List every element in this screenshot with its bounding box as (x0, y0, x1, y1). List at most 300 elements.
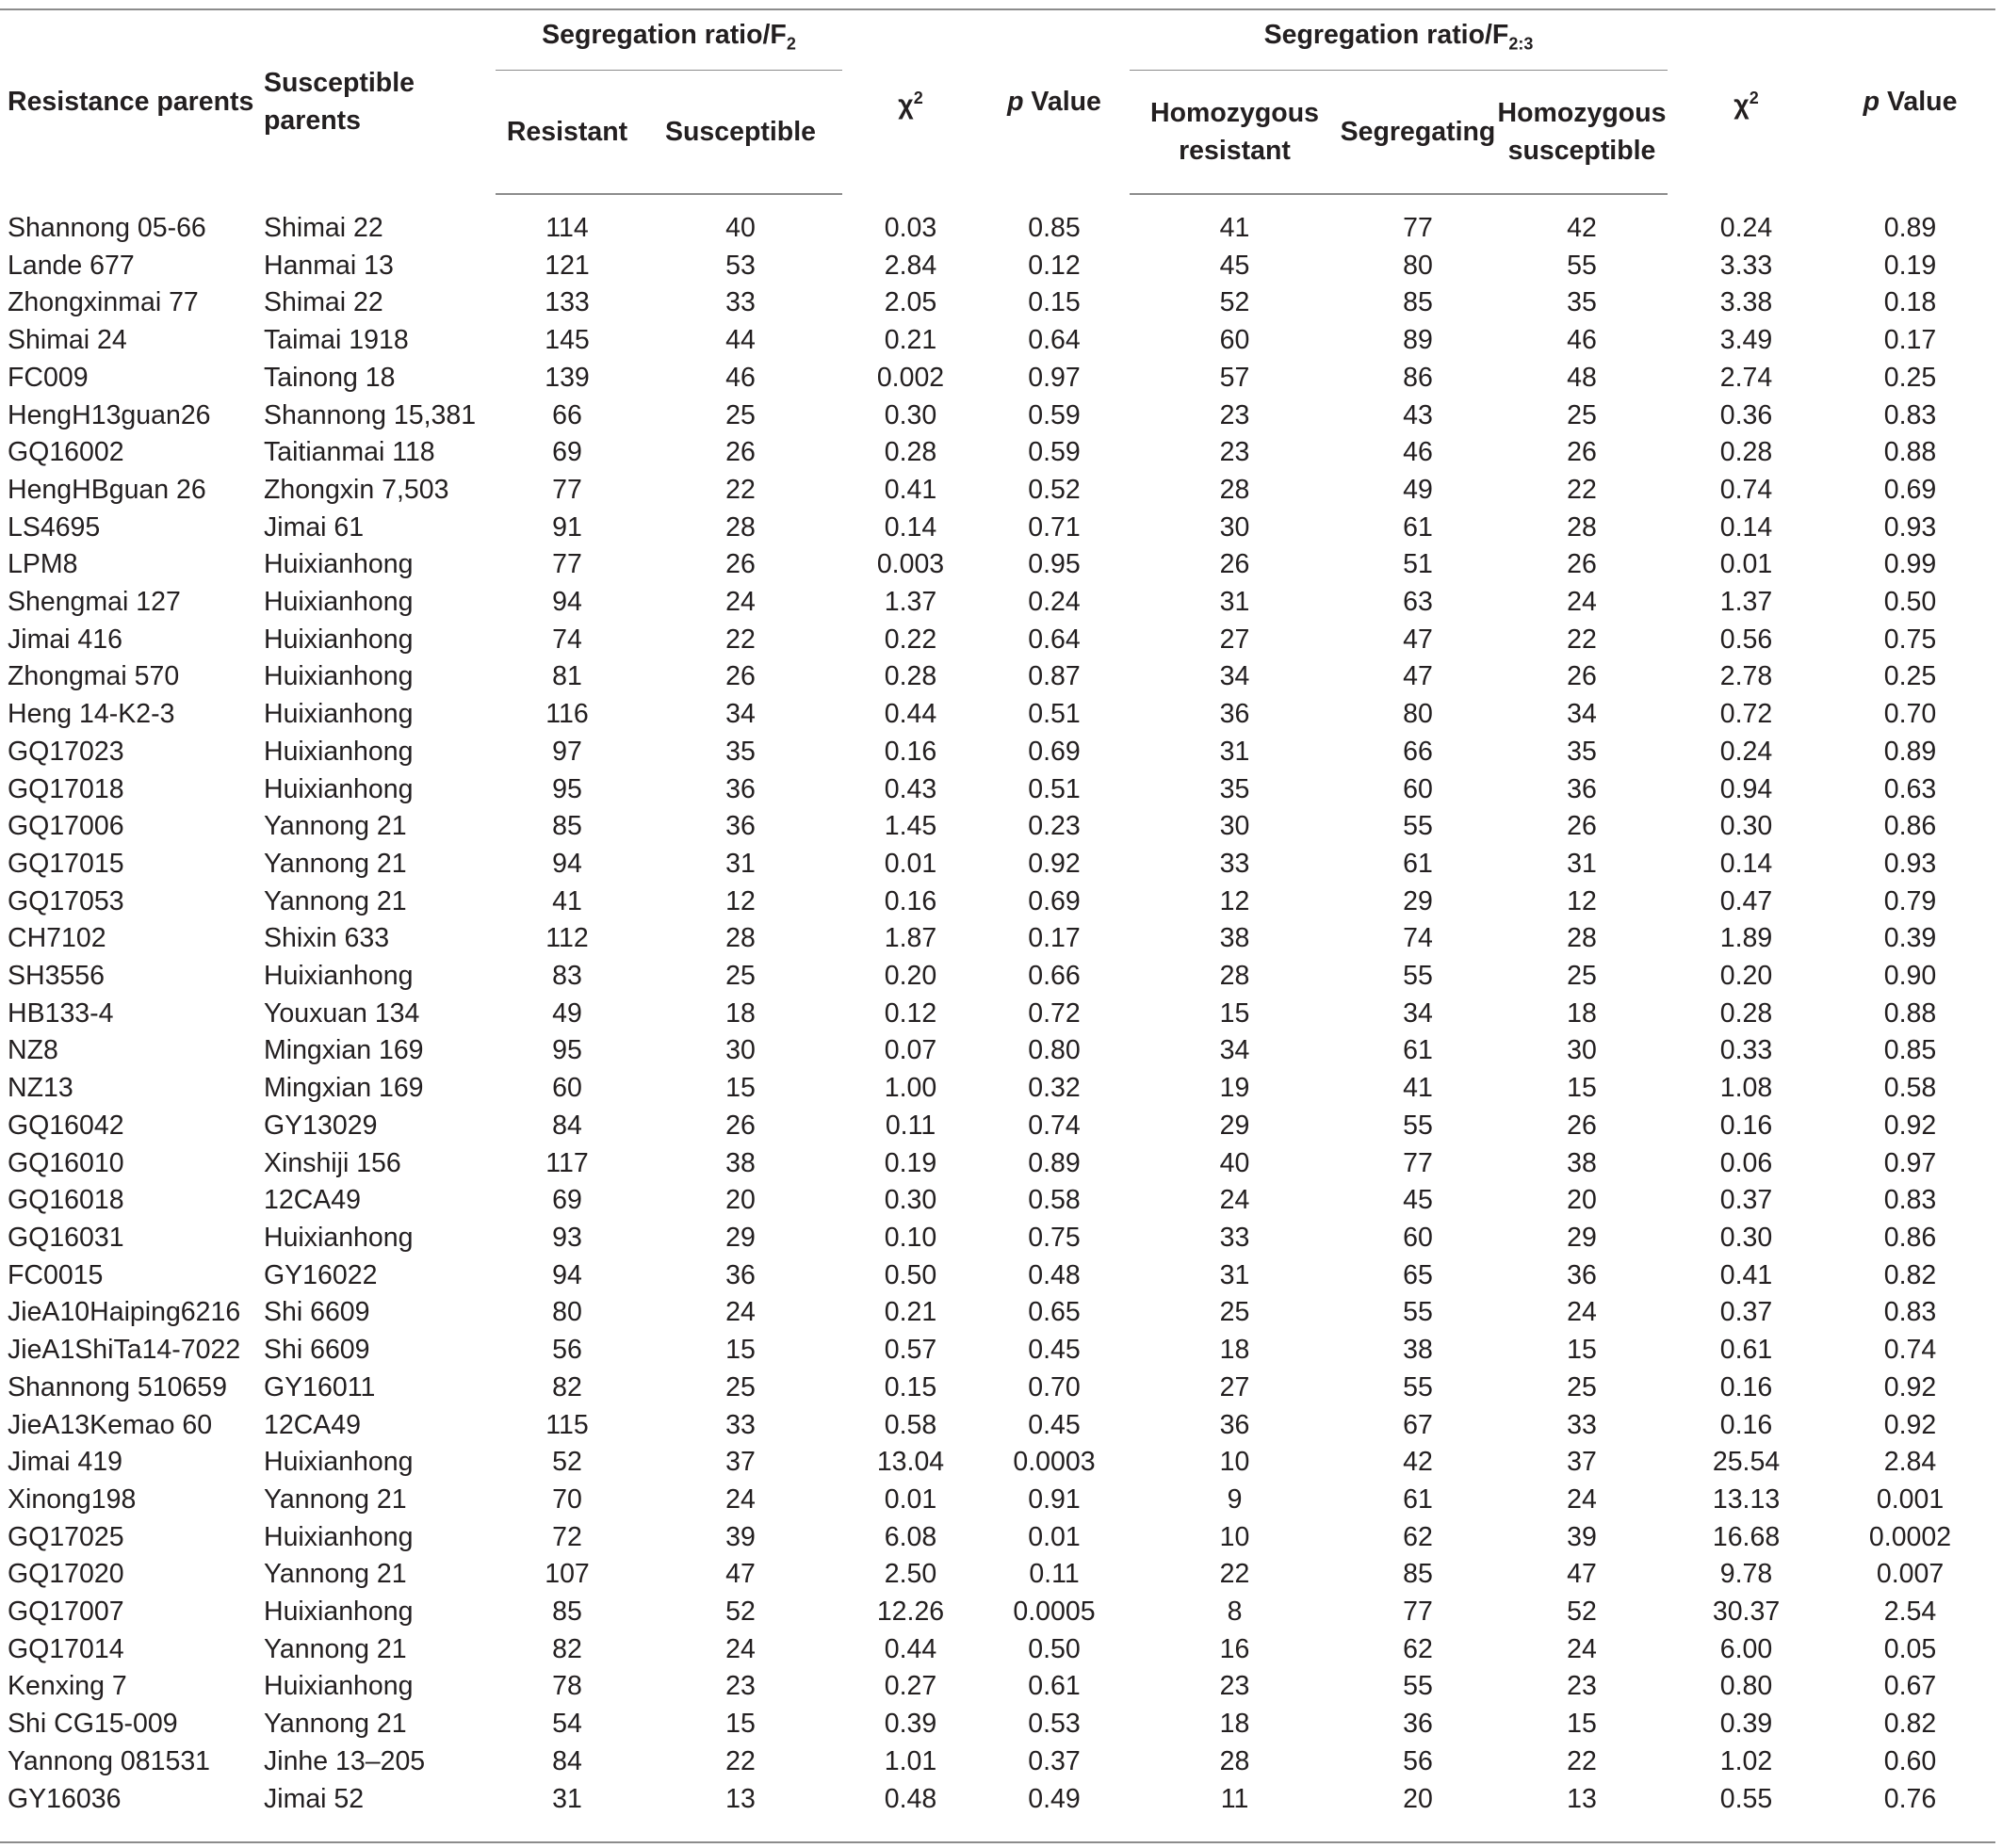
table-row (0, 360, 1995, 397)
cell-f23-segregating: 38 (1403, 1335, 1433, 1366)
cell-f2-p-value: 0.49 (1028, 1783, 1081, 1814)
table-row (0, 284, 1995, 322)
header-chi-symbol: χ (898, 89, 914, 121)
cell-f2-p-value: 0.72 (1028, 997, 1081, 1029)
cell-f2-resistant: 69 (552, 1185, 582, 1216)
cell-f2-susceptible: 18 (725, 997, 756, 1029)
cell-f2-resistant: 72 (552, 1521, 582, 1552)
cell-f2-resistant: 82 (552, 1633, 582, 1664)
cell-f2-chi-square: 0.44 (884, 1633, 937, 1664)
table-row (0, 996, 1995, 1033)
cell-f23-p-value: 0.0002 (1868, 1521, 1952, 1552)
cell-f2-resistant: 52 (552, 1447, 582, 1478)
cell-f2-p-value: 0.0003 (1013, 1447, 1096, 1478)
cell-f2-p-value: 0.80 (1028, 1035, 1081, 1066)
cell-f23-segregating: 63 (1403, 587, 1433, 618)
cell-f2-p-value: 0.59 (1028, 399, 1081, 430)
cell-f2-chi-square: 2.50 (884, 1559, 937, 1590)
cell-f23-homozygous-susceptible: 28 (1567, 511, 1597, 543)
cell-f2-chi-square: 0.21 (884, 1297, 937, 1328)
cell-f23-p-value: 0.83 (1883, 1297, 1937, 1328)
cell-f2-chi-square: 1.45 (884, 811, 937, 842)
cell-f2-p-value: 0.64 (1028, 325, 1081, 356)
cell-f23-chi-square: 0.30 (1719, 1222, 1773, 1253)
cell-susceptible-parent: Tainong 18 (264, 362, 396, 393)
cell-f23-segregating: 80 (1403, 699, 1433, 730)
cell-f23-p-value: 0.83 (1883, 399, 1937, 430)
cell-f2-resistant: 114 (545, 213, 589, 243)
cell-f23-homozygous-resistant: 31 (1219, 1259, 1250, 1290)
cell-f23-homozygous-resistant: 23 (1219, 399, 1250, 430)
cell-susceptible-parent: GY13029 (264, 1110, 378, 1141)
cell-f23-homozygous-resistant: 29 (1219, 1110, 1250, 1141)
cell-f2-chi-square: 0.07 (884, 1035, 937, 1066)
cell-resistance-parent: GQ17006 (8, 811, 124, 842)
cell-resistance-parent: GQ16010 (8, 1147, 124, 1178)
cell-f23-segregating: 77 (1403, 213, 1433, 243)
cell-f2-resistant: 107 (545, 1559, 590, 1590)
cell-susceptible-parent: Shannong 15,381 (264, 399, 477, 430)
cell-f23-homozygous-resistant: 24 (1219, 1185, 1250, 1216)
cell-f2-susceptible: 26 (725, 549, 756, 580)
cell-resistance-parent: Shimai 24 (8, 325, 127, 356)
cell-f23-homozygous-resistant: 11 (1220, 1783, 1249, 1814)
cell-resistance-parent: SH3556 (8, 961, 105, 992)
cell-f23-segregating: 67 (1403, 1409, 1433, 1440)
cell-f2-resistant: 69 (552, 437, 582, 468)
cell-resistance-parent: Shannong 510659 (8, 1371, 227, 1402)
cell-f23-homozygous-resistant: 26 (1219, 549, 1250, 580)
cell-f2-susceptible: 23 (725, 1671, 756, 1702)
cell-f23-chi-square: 0.24 (1719, 212, 1773, 243)
cell-susceptible-parent: Zhongxin 7,503 (264, 474, 449, 505)
cell-f23-segregating: 62 (1403, 1633, 1433, 1664)
cell-f2-resistant: 41 (552, 885, 582, 916)
cell-susceptible-parent: Shimai 22 (264, 287, 383, 318)
table-row (0, 808, 1995, 846)
cell-f2-susceptible: 20 (725, 1185, 756, 1216)
header-group-f23 (1130, 8, 1668, 71)
cell-f23-homozygous-resistant: 57 (1219, 362, 1250, 393)
cell-resistance-parent: GQ16002 (8, 437, 124, 468)
cell-susceptible-parent: Yannong 21 (264, 1633, 407, 1664)
cell-f2-chi-square: 0.28 (884, 437, 937, 468)
cell-f2-chi-square: 1.87 (884, 923, 937, 954)
cell-resistance-parent: GQ17018 (8, 773, 124, 804)
cell-f2-resistant: 74 (552, 624, 582, 655)
cell-susceptible-parent: 12CA49 (264, 1409, 361, 1440)
cell-f2-susceptible: 44 (725, 325, 756, 356)
cell-f23-p-value: 2.84 (1883, 1447, 1937, 1478)
cell-resistance-parent: Yannong 081531 (8, 1745, 211, 1776)
cell-f2-chi-square: 13.04 (876, 1447, 945, 1478)
cell-f2-susceptible: 46 (725, 362, 756, 393)
table-row (0, 696, 1995, 734)
cell-f23-p-value: 0.97 (1883, 1147, 1937, 1178)
cell-resistance-parent: Zhongmai 570 (8, 661, 180, 692)
cell-f2-susceptible: 53 (725, 250, 756, 281)
cell-f23-p-value: 0.76 (1883, 1783, 1937, 1814)
cell-f23-homozygous-resistant: 30 (1219, 811, 1250, 842)
cell-f23-homozygous-susceptible: 48 (1567, 362, 1597, 393)
cell-resistance-parent: GY16036 (8, 1783, 122, 1814)
cell-resistance-parent: FC0015 (8, 1259, 104, 1290)
table-row (0, 658, 1995, 696)
cell-f2-resistant: 81 (552, 661, 582, 692)
cell-susceptible-parent: Youxuan 134 (264, 997, 420, 1029)
cell-f2-p-value: 0.48 (1028, 1259, 1081, 1290)
table-row (0, 584, 1995, 622)
cell-f23-homozygous-resistant: 22 (1219, 1559, 1250, 1590)
cell-f2-p-value: 0.71 (1028, 511, 1081, 543)
cell-resistance-parent: NZ13 (8, 1073, 73, 1104)
cell-f23-p-value: 0.69 (1883, 474, 1937, 505)
cell-f2-p-value: 0.89 (1028, 1147, 1081, 1178)
table-row (0, 546, 1995, 584)
cell-f23-homozygous-resistant: 45 (1219, 250, 1250, 281)
header-group-f23-text: Segregation ratio/F (1263, 20, 1509, 51)
bottom-rule (0, 1841, 1995, 1843)
cell-resistance-parent: Shi CG15-009 (8, 1709, 178, 1740)
cell-susceptible-parent: Jinhe 13–205 (264, 1745, 426, 1776)
cell-f23-p-value: 0.18 (1883, 287, 1937, 318)
cell-f23-homozygous-resistant: 40 (1219, 1147, 1250, 1178)
cell-resistance-parent: FC009 (8, 362, 89, 393)
table-row (0, 1032, 1995, 1070)
cell-f23-homozygous-resistant: 31 (1219, 736, 1250, 767)
cell-resistance-parent: Shengmai 127 (8, 587, 181, 618)
cell-resistance-parent: JieA13Kemao 60 (8, 1409, 213, 1440)
cell-f23-p-value: 2.54 (1883, 1597, 1937, 1628)
cell-f23-segregating: 74 (1403, 923, 1433, 954)
cell-f23-p-value: 0.93 (1883, 511, 1937, 543)
header-p-letter: p (1007, 86, 1024, 117)
cell-f2-resistant: 133 (545, 287, 590, 318)
cell-f2-resistant: 78 (552, 1671, 582, 1702)
cell-f2-susceptible: 36 (725, 811, 756, 842)
cell-f23-homozygous-susceptible: 24 (1567, 1297, 1597, 1328)
cell-f2-p-value: 0.69 (1028, 885, 1081, 916)
cell-f23-chi-square: 0.41 (1719, 1259, 1773, 1290)
cell-f23-p-value: 0.05 (1883, 1633, 1937, 1664)
header-resistant: Resistant (496, 71, 639, 194)
cell-f23-homozygous-susceptible: 30 (1567, 1035, 1597, 1066)
cell-f23-chi-square: 3.49 (1719, 325, 1773, 356)
table-row (0, 883, 1995, 921)
header-group-f2 (496, 8, 842, 71)
cell-f2-p-value: 0.15 (1028, 287, 1081, 318)
cell-f23-homozygous-susceptible: 23 (1567, 1671, 1597, 1702)
cell-f23-homozygous-susceptible: 15 (1567, 1709, 1597, 1740)
cell-f2-chi-square: 0.19 (884, 1147, 937, 1178)
cell-susceptible-parent: Shi 6609 (264, 1297, 370, 1328)
cell-f2-susceptible: 40 (725, 213, 756, 243)
cell-resistance-parent: HengH13guan26 (8, 399, 211, 430)
cell-f23-segregating: 41 (1403, 1073, 1433, 1104)
cell-susceptible-parent: Mingxian 169 (264, 1035, 424, 1066)
table-row (0, 1145, 1995, 1183)
cell-f23-p-value: 0.70 (1883, 699, 1937, 730)
cell-f2-resistant: 95 (552, 773, 582, 804)
cell-susceptible-parent: Shi 6609 (264, 1335, 370, 1366)
cell-f23-homozygous-susceptible: 36 (1567, 773, 1597, 804)
cell-f2-resistant: 95 (552, 1035, 582, 1066)
cell-f23-p-value: 0.63 (1883, 773, 1937, 804)
cell-f2-chi-square: 0.002 (876, 362, 945, 393)
cell-f2-susceptible: 24 (725, 1633, 756, 1664)
cell-f23-segregating: 85 (1403, 287, 1433, 318)
cell-f2-resistant: 94 (552, 1259, 582, 1290)
cell-resistance-parent: LS4695 (8, 511, 101, 543)
cell-f2-resistant: 94 (552, 848, 582, 879)
table-row (0, 1332, 1995, 1370)
cell-susceptible-parent: Yannong 21 (264, 1483, 407, 1515)
cell-f2-susceptible: 33 (725, 1409, 756, 1440)
cell-f23-segregating: 66 (1403, 736, 1433, 767)
cell-f23-homozygous-susceptible: 25 (1567, 399, 1597, 430)
cell-f2-chi-square: 0.01 (884, 1483, 937, 1515)
cell-f23-homozygous-susceptible: 22 (1567, 1745, 1597, 1776)
cell-susceptible-parent: Yannong 21 (264, 1559, 407, 1590)
cell-f23-chi-square: 1.02 (1719, 1745, 1773, 1776)
cell-f2-p-value: 0.17 (1028, 923, 1081, 954)
cell-f23-p-value: 0.99 (1883, 549, 1937, 580)
cell-f2-chi-square: 0.28 (884, 661, 937, 692)
cell-susceptible-parent: Yannong 21 (264, 885, 407, 916)
cell-susceptible-parent: Huixianhong (264, 773, 414, 804)
cell-susceptible-parent: Huixianhong (264, 587, 414, 618)
cell-susceptible-parent: Huixianhong (264, 1597, 414, 1628)
cell-f23-homozygous-resistant: 28 (1219, 961, 1250, 992)
header-homozygous-resistant: Homozygous resistant (1130, 71, 1340, 194)
cell-f23-p-value: 0.93 (1883, 848, 1937, 879)
cell-f23-chi-square: 1.89 (1719, 923, 1773, 954)
cell-f23-homozygous-susceptible: 26 (1567, 1110, 1597, 1141)
cell-f2-susceptible: 15 (725, 1335, 756, 1366)
header-chi-sup-2: 2 (1749, 88, 1759, 107)
cell-f2-resistant: 83 (552, 961, 582, 992)
cell-f23-segregating: 55 (1403, 961, 1433, 992)
table-row (0, 622, 1995, 659)
cell-f23-homozygous-susceptible: 22 (1567, 474, 1597, 505)
cell-f23-segregating: 36 (1403, 1709, 1433, 1740)
cell-f23-homozygous-susceptible: 33 (1567, 1409, 1597, 1440)
cell-f23-chi-square: 0.28 (1719, 437, 1773, 468)
cell-f2-susceptible: 25 (725, 1371, 756, 1402)
cell-f23-chi-square: 16.68 (1712, 1521, 1781, 1552)
cell-f2-chi-square: 0.20 (884, 961, 937, 992)
cell-f2-chi-square: 6.08 (884, 1521, 937, 1552)
table-row (0, 771, 1995, 809)
cell-f2-p-value: 0.65 (1028, 1297, 1081, 1328)
table-row (0, 1668, 1995, 1706)
cell-f23-chi-square: 0.20 (1719, 961, 1773, 992)
cell-f2-resistant: 60 (552, 1073, 582, 1104)
cell-f2-resistant: 94 (552, 587, 582, 618)
cell-f2-p-value: 0.66 (1028, 961, 1081, 992)
cell-f2-resistant: 84 (552, 1745, 582, 1776)
cell-f23-chi-square: 0.72 (1719, 699, 1773, 730)
cell-f2-susceptible: 31 (725, 848, 756, 879)
cell-f2-chi-square: 2.84 (884, 250, 937, 281)
cell-f2-p-value: 0.51 (1028, 699, 1081, 730)
cell-f23-p-value: 0.25 (1883, 661, 1937, 692)
cell-resistance-parent: GQ16042 (8, 1110, 124, 1141)
cell-f23-segregating: 60 (1403, 1222, 1433, 1253)
cell-f2-chi-square: 0.50 (884, 1259, 937, 1290)
header-segregating: Segregating (1340, 71, 1496, 194)
table-row (0, 1220, 1995, 1257)
cell-f23-homozygous-susceptible: 20 (1567, 1185, 1597, 1216)
cell-f2-chi-square: 12.26 (876, 1597, 945, 1628)
table-row (0, 1108, 1995, 1145)
cell-f23-p-value: 0.58 (1883, 1073, 1937, 1104)
cell-f2-chi-square: 0.16 (884, 885, 937, 916)
cell-f23-homozygous-susceptible: 39 (1567, 1521, 1597, 1552)
table-row (0, 1631, 1995, 1669)
cell-f23-segregating: 46 (1403, 437, 1433, 468)
table-row (0, 248, 1995, 285)
cell-f2-susceptible: 13 (725, 1783, 756, 1814)
cell-f2-resistant: 93 (552, 1222, 582, 1253)
header-group-f23-sub: 2:3 (1508, 34, 1534, 54)
cell-f23-homozygous-resistant: 36 (1219, 699, 1250, 730)
cell-susceptible-parent: Huixianhong (264, 961, 414, 992)
cell-f23-chi-square: 0.24 (1719, 736, 1773, 767)
cell-f2-chi-square: 1.01 (884, 1745, 937, 1776)
cell-susceptible-parent: Jimai 52 (264, 1783, 365, 1814)
cell-f23-homozygous-resistant: 16 (1219, 1633, 1250, 1664)
cell-f2-p-value: 0.87 (1028, 661, 1081, 692)
cell-f2-p-value: 0.51 (1028, 773, 1081, 804)
cell-f23-p-value: 0.85 (1883, 1035, 1937, 1066)
header-chi-symbol-2: χ (1733, 89, 1750, 121)
cell-f23-chi-square: 0.14 (1719, 848, 1773, 879)
cell-f23-p-value: 0.79 (1883, 885, 1937, 916)
cell-f2-susceptible: 24 (725, 1297, 756, 1328)
cell-f23-segregating: 34 (1403, 997, 1433, 1029)
cell-susceptible-parent: Taimai 1918 (264, 325, 409, 356)
cell-f23-homozygous-susceptible: 42 (1567, 213, 1597, 243)
cell-f2-p-value: 0.69 (1028, 736, 1081, 767)
cell-f23-segregating: 55 (1403, 811, 1433, 842)
table-row (0, 1407, 1995, 1445)
cell-f2-resistant: 97 (552, 736, 582, 767)
cell-f23-segregating: 55 (1403, 1671, 1433, 1702)
cell-f23-chi-square: 25.54 (1712, 1447, 1781, 1478)
cell-resistance-parent: GQ17053 (8, 885, 124, 916)
cell-f23-chi-square: 0.36 (1719, 399, 1773, 430)
cell-f23-segregating: 55 (1403, 1110, 1433, 1141)
cell-f23-chi-square: 0.30 (1719, 811, 1773, 842)
cell-susceptible-parent: GY16011 (264, 1371, 376, 1402)
cell-resistance-parent: GQ16031 (8, 1222, 124, 1253)
cell-susceptible-parent: Jimai 61 (264, 511, 365, 543)
cell-f23-p-value: 0.007 (1876, 1559, 1945, 1590)
cell-f23-chi-square: 2.74 (1719, 362, 1773, 393)
cell-f2-resistant: 80 (552, 1297, 582, 1328)
cell-f23-segregating: 77 (1403, 1147, 1433, 1178)
cell-f23-segregating: 47 (1403, 661, 1433, 692)
table-row (0, 920, 1995, 958)
cell-f23-homozygous-resistant: 36 (1219, 1409, 1250, 1440)
table-row (0, 1594, 1995, 1631)
cell-f23-segregating: 61 (1403, 1035, 1433, 1066)
cell-f23-segregating: 20 (1403, 1783, 1433, 1814)
cell-susceptible-parent: Hanmai 13 (264, 250, 394, 281)
cell-f23-chi-square: 0.56 (1719, 624, 1773, 655)
cell-f23-chi-square: 9.78 (1719, 1559, 1773, 1590)
cell-f23-segregating: 62 (1403, 1521, 1433, 1552)
header-susceptible: Susceptible (639, 71, 842, 194)
cell-f23-homozygous-susceptible: 29 (1567, 1222, 1597, 1253)
cell-f23-homozygous-susceptible: 31 (1567, 848, 1597, 879)
cell-f2-p-value: 0.23 (1028, 811, 1081, 842)
cell-resistance-parent: NZ8 (8, 1035, 58, 1066)
cell-f2-p-value: 0.52 (1028, 474, 1081, 505)
cell-resistance-parent: Shannong 05-66 (8, 212, 206, 243)
cell-f23-homozygous-susceptible: 22 (1567, 624, 1597, 655)
cell-f23-p-value: 0.17 (1883, 325, 1937, 356)
cell-f23-p-value: 0.82 (1883, 1259, 1937, 1290)
cell-f23-segregating: 60 (1403, 773, 1433, 804)
cell-f2-p-value: 0.91 (1028, 1483, 1081, 1515)
cell-f2-chi-square: 0.10 (884, 1222, 937, 1253)
cell-f23-p-value: 0.74 (1883, 1335, 1937, 1366)
header-p-value-f2 (979, 8, 1130, 194)
cell-susceptible-parent: Huixianhong (264, 549, 414, 580)
cell-resistance-parent: GQ17023 (8, 736, 124, 767)
cell-f2-susceptible: 22 (725, 624, 756, 655)
cell-f23-homozygous-resistant: 31 (1219, 587, 1250, 618)
cell-f2-p-value: 0.70 (1028, 1371, 1081, 1402)
cell-f2-susceptible: 25 (725, 961, 756, 992)
table-row (0, 472, 1995, 510)
cell-f2-chi-square: 0.22 (884, 624, 937, 655)
cell-f23-p-value: 0.75 (1883, 624, 1937, 655)
cell-resistance-parent: GQ17025 (8, 1521, 124, 1552)
cell-f23-homozygous-susceptible: 26 (1567, 437, 1597, 468)
cell-f23-p-value: 0.92 (1883, 1409, 1937, 1440)
cell-susceptible-parent: Huixianhong (264, 661, 414, 692)
table-row (0, 510, 1995, 547)
table-row (0, 958, 1995, 996)
cell-f23-segregating: 29 (1403, 885, 1433, 916)
cell-f23-segregating: 42 (1403, 1447, 1433, 1478)
cell-f2-chi-square: 0.27 (884, 1671, 937, 1702)
header-p-value-text-2: Value (1880, 86, 1958, 117)
cell-f23-homozygous-susceptible: 36 (1567, 1259, 1597, 1290)
cell-f23-p-value: 0.86 (1883, 1222, 1937, 1253)
cell-f23-homozygous-resistant: 27 (1219, 1371, 1250, 1402)
header-chi-square-f2 (842, 8, 979, 194)
cell-f23-segregating: 80 (1403, 250, 1433, 281)
cell-f2-chi-square: 0.30 (884, 399, 937, 430)
cell-susceptible-parent: Mingxian 169 (264, 1073, 424, 1104)
cell-f23-chi-square: 0.37 (1719, 1185, 1773, 1216)
cell-f23-chi-square: 0.39 (1719, 1709, 1773, 1740)
cell-f23-segregating: 56 (1403, 1745, 1433, 1776)
table-row (0, 194, 1995, 248)
cell-f2-susceptible: 22 (725, 474, 756, 505)
cell-f2-p-value: 0.32 (1028, 1073, 1081, 1104)
cell-f2-p-value: 0.24 (1028, 587, 1081, 618)
header-p-value-text: Value (1023, 86, 1101, 117)
cell-f23-p-value: 0.50 (1883, 587, 1937, 618)
cell-f23-p-value: 0.83 (1883, 1185, 1937, 1216)
cell-f23-homozygous-resistant: 23 (1219, 437, 1250, 468)
cell-f23-chi-square: 0.06 (1719, 1147, 1773, 1178)
